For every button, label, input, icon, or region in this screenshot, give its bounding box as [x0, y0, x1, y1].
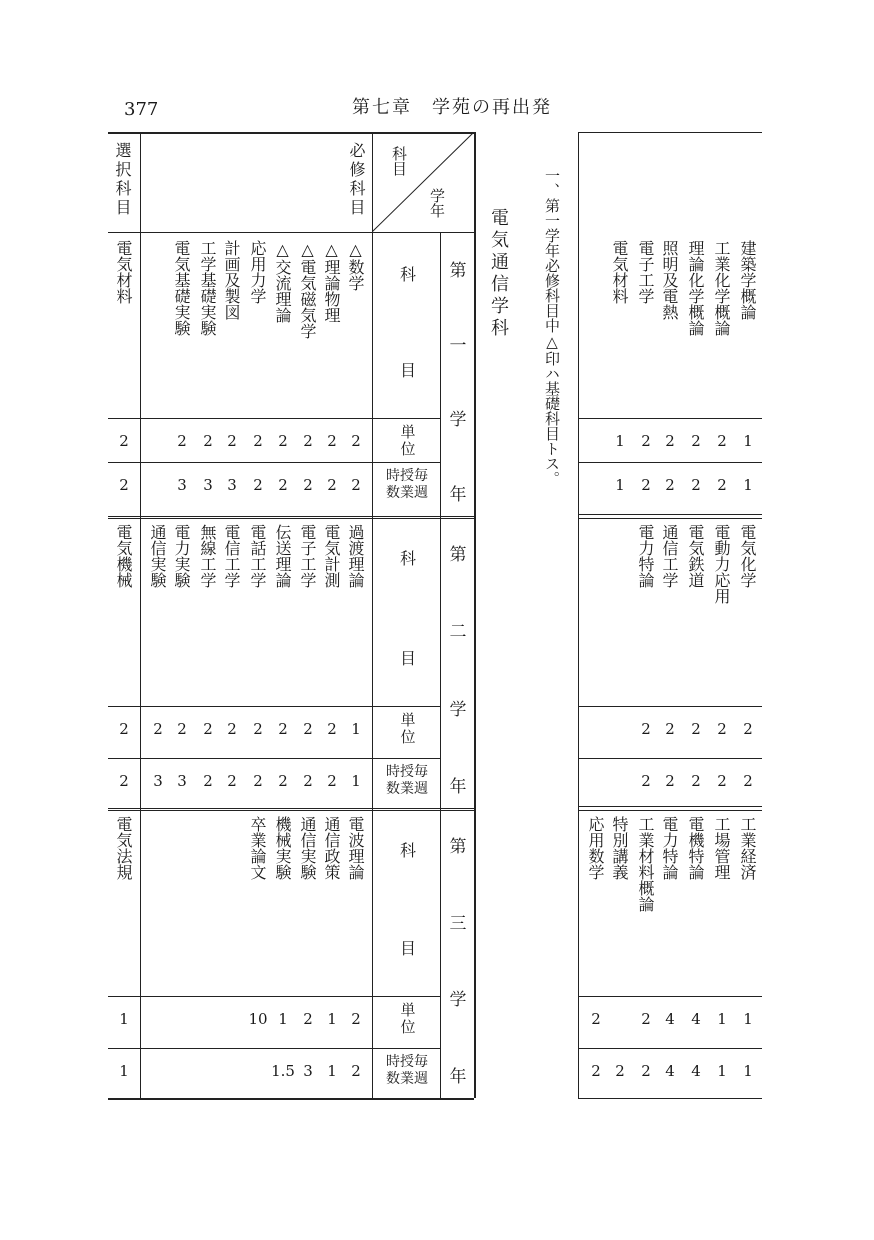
hours-value: 4 [691, 1062, 701, 1080]
rule-line [108, 516, 474, 519]
diagonal-header-line [372, 132, 474, 232]
elective-subject: 工業化学概論 [712, 240, 731, 336]
unit-value: 2 [641, 1010, 651, 1028]
row-label-unit: 単 位 [400, 423, 416, 458]
page-number: 377 [124, 99, 159, 120]
elective-subject: 電気法規 [114, 816, 133, 880]
rule-line [578, 132, 762, 133]
unit-value: 1 [743, 1010, 753, 1028]
hours-value: 1 [743, 476, 753, 494]
rule-line [578, 1098, 762, 1099]
row-label-subject: 目 [399, 939, 416, 958]
hours-value: 3 [177, 476, 187, 494]
unit-value: 2 [303, 720, 313, 738]
unit-value: 2 [665, 432, 675, 450]
hours-value: 3 [177, 772, 187, 790]
unit-value: 2 [177, 432, 187, 450]
header-required: 必修科目 [347, 142, 366, 218]
unit-value: 2 [253, 432, 263, 450]
rule-line [108, 758, 440, 759]
required-subject: 電気基礎実験 [172, 240, 191, 336]
hours-value: 3 [303, 1062, 313, 1080]
required-subject: 過渡理論 [346, 524, 365, 588]
year-label-char: 第 [449, 837, 467, 857]
elective-subject: 電気機械 [114, 524, 133, 588]
elective-subject: 電気材料 [610, 240, 629, 304]
elective-subject: 電力特論 [636, 524, 655, 588]
elective-subject: 工業経済 [738, 816, 757, 880]
row-label-hours: 時授毎 数業週 [386, 1054, 428, 1087]
rule-line [108, 232, 474, 233]
required-subject: 通信実験 [298, 816, 317, 880]
year-label-char: 第 [449, 261, 467, 281]
unit-value: 2 [691, 432, 701, 450]
row-label-subject: 科 [399, 841, 416, 860]
row-label-hours: 時授毎 数業週 [386, 468, 428, 501]
unit-value: 2 [351, 432, 361, 450]
unit-value: 2 [278, 720, 288, 738]
elective-subject: 電気化学 [738, 524, 757, 588]
hours-value: 2 [615, 1062, 625, 1080]
elective-subject: 工場管理 [712, 816, 731, 880]
required-subject: 工学基礎実験 [198, 240, 217, 336]
unit-value: 1 [327, 1010, 337, 1028]
hours-value: 2 [665, 476, 675, 494]
unit-value: 10 [248, 1010, 268, 1028]
required-subject: 電気計測 [322, 524, 341, 588]
rule-line [578, 418, 762, 419]
unit-value: 2 [119, 720, 129, 738]
row-label-unit: 単 位 [400, 711, 416, 746]
hours-value: 1.5 [271, 1062, 295, 1080]
required-subject: 電子工学 [298, 524, 317, 588]
year-label-char: 学 [449, 990, 467, 1011]
elective-subject: 理論化学概論 [686, 240, 705, 336]
unit-value: 2 [153, 720, 163, 738]
hours-value: 2 [278, 476, 288, 494]
year-label-char: 三 [449, 913, 467, 934]
rule-line [108, 1048, 440, 1049]
elective-subject: 電気鉄道 [686, 524, 705, 588]
unit-value: 2 [227, 720, 237, 738]
required-subject: 伝送理論 [273, 524, 292, 588]
rule-line [578, 706, 762, 707]
elective-subject: 電子工学 [636, 240, 655, 304]
hours-value: 2 [665, 772, 675, 790]
chapter-title: 第七章 学苑の再出発 [352, 97, 552, 118]
row-label-subject: 科 [399, 265, 416, 284]
unit-value: 2 [591, 1010, 601, 1028]
rule-line [578, 514, 762, 515]
year-label-char: 第 [449, 545, 467, 565]
rule-line [108, 808, 474, 811]
elective-subject: 電力特論 [660, 816, 679, 880]
unit-value: 2 [717, 720, 727, 738]
header-diag-year: 学年 [428, 188, 446, 218]
hours-value: 2 [717, 772, 727, 790]
hours-value: 3 [227, 476, 237, 494]
unit-value: 2 [743, 720, 753, 738]
rule-line [108, 418, 440, 419]
required-subject: △理論物理 [322, 240, 341, 323]
unit-value: 1 [717, 1010, 727, 1028]
unit-value: 2 [278, 432, 288, 450]
rule-line [578, 806, 762, 807]
hours-value: 2 [253, 772, 263, 790]
hours-value: 1 [119, 1062, 129, 1080]
hours-value: 2 [253, 476, 263, 494]
required-subject: 電力実験 [172, 524, 191, 588]
hours-value: 4 [665, 1062, 675, 1080]
unit-value: 2 [227, 432, 237, 450]
hours-value: 3 [203, 476, 213, 494]
elective-subject: 電機特論 [686, 816, 705, 880]
column-line [372, 132, 373, 1098]
required-subject: 電波理論 [346, 816, 365, 880]
unit-value: 2 [303, 432, 313, 450]
unit-value: 2 [641, 720, 651, 738]
header-diag-subject: 科目 [390, 146, 408, 176]
header-elective: 選択科目 [113, 142, 132, 218]
rule-line [578, 758, 762, 759]
unit-value: 1 [615, 432, 625, 450]
hours-value: 2 [641, 772, 651, 790]
column-line [578, 132, 579, 1098]
rule-line [578, 810, 762, 811]
hours-value: 1 [717, 1062, 727, 1080]
rule-line [578, 996, 762, 997]
unit-value: 2 [691, 720, 701, 738]
required-subject: △電気磁気学 [298, 240, 317, 339]
unit-value: 2 [303, 1010, 313, 1028]
required-subject: △数学 [346, 240, 365, 291]
hours-value: 2 [303, 476, 313, 494]
row-label-subject: 目 [399, 649, 416, 668]
hours-value: 2 [641, 476, 651, 494]
hours-value: 2 [119, 772, 129, 790]
hours-value: 2 [591, 1062, 601, 1080]
year-label-char: 二 [449, 622, 467, 643]
rule-line [578, 518, 762, 519]
required-subject: 卒業論文 [248, 816, 267, 880]
unit-value: 2 [351, 1010, 361, 1028]
elective-subject: 特別講義 [610, 816, 629, 880]
unit-value: 2 [717, 432, 727, 450]
unit-value: 4 [691, 1010, 701, 1028]
table-note: 一、第一学年必修科目中△印ハ基礎科目トス。 [543, 168, 561, 486]
rule-line [578, 462, 762, 463]
rule-line [578, 1048, 762, 1049]
hours-value: 1 [615, 476, 625, 494]
hours-value: 2 [278, 772, 288, 790]
rule-line [108, 996, 440, 997]
hours-value: 2 [327, 476, 337, 494]
required-subject: 応用力学 [248, 240, 267, 304]
required-subject: 電信工学 [222, 524, 241, 588]
elective-subject: 照明及電熱 [660, 240, 679, 320]
unit-value: 2 [641, 432, 651, 450]
row-label-subject: 科 [399, 549, 416, 568]
elective-subject: 応用数学 [586, 816, 605, 880]
unit-value: 2 [665, 720, 675, 738]
unit-value: 2 [177, 720, 187, 738]
row-label-hours: 時授毎 数業週 [386, 764, 428, 797]
required-subject: △交流理論 [273, 240, 292, 323]
elective-subject: 建築学概論 [738, 240, 757, 320]
rule-line [108, 462, 440, 463]
unit-value: 1 [743, 432, 753, 450]
rule-line [108, 1098, 474, 1100]
elective-subject: 電動力応用 [712, 524, 731, 604]
hours-value: 1 [351, 772, 361, 790]
unit-value: 4 [665, 1010, 675, 1028]
unit-value: 2 [327, 720, 337, 738]
department-title: 電気通信学科 [488, 208, 509, 340]
year-label-char: 学 [449, 410, 467, 431]
hours-value: 1 [743, 1062, 753, 1080]
required-subject: 通信政策 [322, 816, 341, 880]
unit-value: 2 [203, 432, 213, 450]
row-label-unit: 単 位 [400, 1001, 416, 1036]
hours-value: 2 [691, 476, 701, 494]
unit-value: 1 [278, 1010, 288, 1028]
year-label-char: 学 [449, 699, 467, 720]
hours-value: 2 [303, 772, 313, 790]
hours-value: 2 [203, 772, 213, 790]
required-subject: 通信実験 [148, 524, 167, 588]
year-label-char: 一 [449, 335, 467, 356]
required-subject: 電話工学 [248, 524, 267, 588]
elective-subject: 工業材料概論 [636, 816, 655, 912]
hours-value: 3 [153, 772, 163, 790]
hours-value: 2 [691, 772, 701, 790]
elective-subject: 電気材料 [114, 240, 133, 304]
unit-value: 2 [253, 720, 263, 738]
hours-value: 1 [327, 1062, 337, 1080]
hours-value: 2 [227, 772, 237, 790]
unit-value: 2 [203, 720, 213, 738]
unit-value: 2 [119, 432, 129, 450]
required-subject: 計画及製図 [222, 240, 241, 320]
year-label-char: 年 [449, 777, 467, 797]
hours-value: 2 [351, 1062, 361, 1080]
hours-value: 2 [743, 772, 753, 790]
required-subject: 機械実験 [273, 816, 292, 880]
unit-value: 1 [119, 1010, 129, 1028]
row-label-subject: 目 [399, 361, 416, 380]
column-line [474, 132, 476, 1098]
hours-value: 2 [351, 476, 361, 494]
year-label-char: 年 [449, 485, 467, 505]
elective-subject: 通信工学 [660, 524, 679, 588]
column-line [140, 132, 141, 1098]
column-line [440, 232, 441, 1098]
required-subject: 無線工学 [198, 524, 217, 588]
hours-value: 2 [327, 772, 337, 790]
hours-value: 2 [641, 1062, 651, 1080]
unit-value: 1 [351, 720, 361, 738]
hours-value: 2 [119, 476, 129, 494]
hours-value: 2 [717, 476, 727, 494]
unit-value: 2 [327, 432, 337, 450]
rule-line [108, 706, 440, 707]
year-label-char: 年 [449, 1067, 467, 1087]
